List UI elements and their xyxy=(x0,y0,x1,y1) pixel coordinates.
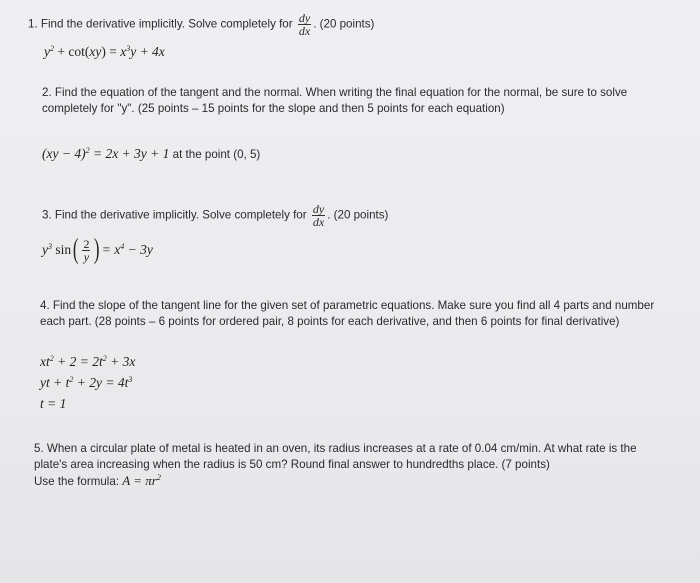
question-4-line-1: 4. Find the slope of the tangent line for the given set of parametric equations. Make sure you find all 4 parts and number xyxy=(40,299,655,312)
question-4-equation-2: yt + $t^2 + 2y = 4t^3$ xyxy=(40,375,133,390)
question-1-equation: $y^2 + \cot(xy) = x^3y + 4x$ xyxy=(44,44,165,59)
question-5-formula: $A = \pi r^2$ xyxy=(122,473,161,488)
question-3-inner-fraction: $\frac{2}{y}$ xyxy=(83,236,90,264)
question-2-prompt xyxy=(42,85,627,117)
question-5-prompt xyxy=(34,441,637,490)
question-4-prompt xyxy=(40,298,654,330)
question-5-line-2: plate's area increasing when the radius is 50 cm? Round final answer to hundredths place. (7 points) xyxy=(34,458,550,471)
question-4-equation-1: $xt^2 + 2 = 2t^2 + 3x$ xyxy=(40,354,136,369)
question-1-dy-dx-fraction xyxy=(298,12,311,37)
question-2-line-1: 2. Find the equation of the tangent and the normal. When writing the final equation for the normal, be sure to solve xyxy=(42,86,628,99)
fraction-numerator: dy xyxy=(298,11,311,25)
question-4-line-2: each part. (28 points – 6 points for ordered pair, 8 points for each derivative, and then 6 points for final derivative) xyxy=(40,315,620,328)
question-5-line-1: 5. When a circular plate of metal is heated in an oven, its radius increases at a rate of 0.04 cm/min. At what rate is the xyxy=(34,442,637,455)
question-3-text: 3. Find the derivative implicitly. Solve completely for xyxy=(42,208,307,222)
question-3-points: . (20 points) xyxy=(327,208,389,222)
question-2-equation: (xy − 4)$^2$ = 2x + 3y + 1 at the point (0, 5) xyxy=(42,146,261,161)
question-1-points: . (20 points) xyxy=(313,17,375,31)
question-2-line-2: completely for "y". (25 points – 15 points for the slope and then 5 points for each equation) xyxy=(42,102,505,115)
fraction-denominator: dx xyxy=(298,24,311,38)
question-2-point: at the point (0, 5) xyxy=(169,148,261,161)
fraction-denominator: dx xyxy=(312,215,325,229)
question-5-line-3: Use the formula: $A = \pi r^2$ xyxy=(34,473,161,488)
question-3-prompt xyxy=(42,203,388,228)
question-3-equation: $y^3$ sin( $\frac{2}{y}$ )= $x^4 - 3y$ xyxy=(42,234,153,265)
fraction-numerator: dy xyxy=(312,202,325,216)
question-1-prompt xyxy=(28,12,374,37)
question-4-equation-3: t = 1 xyxy=(40,396,67,411)
question-3-dy-dx-fraction xyxy=(312,203,325,228)
question-1-text: 1. Find the derivative implicitly. Solve completely for xyxy=(28,17,293,31)
